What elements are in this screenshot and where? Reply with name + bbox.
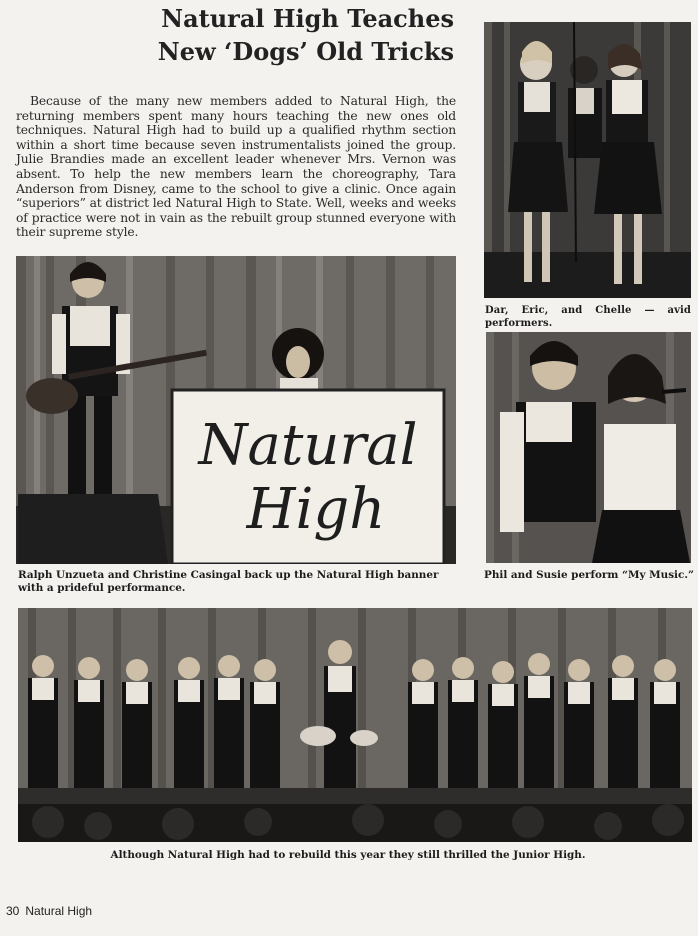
banner-text-natural: Natural [198,413,418,478]
caption-performers: Dar, Eric, and Chelle — avid performers. [485,305,691,329]
photo-performers [484,22,691,298]
headline-line-2: New ‘Dogs’ Old Tricks [157,37,454,66]
section-name: Natural High [25,904,93,918]
photo-group [18,608,692,842]
banner-text-high: High [246,477,386,542]
caption-banner: Ralph Unzueta and Christine Casingal back up the Natural High banner with a prideful performance. [18,569,439,594]
page-number: 30 [6,904,20,918]
page-headline [34,2,454,68]
photo-duet-image [486,332,691,563]
photo-duet [486,332,691,563]
article-body: Because of the many new members added to Natural High, the returning members spent many hours teaching the new ones old techniques. Natural High had to build up a qualified rhythm section within a short time because seven instrumentalists joined the group. Julie Brandies made an excellent leader whenever Mrs. Vernon was absent. To help the new members learn the choreography, Tara Anderson from Disney, came to the school to give a clinic. Once again “superiors” at district led Natural High to State. Well, weeks and weeks of practice were not in vain as the rebuilt group stunned everyone with their supreme style. [16,94,456,240]
page-footer [6,904,92,918]
caption-group: Although Natural High had to rebuild this year they still thrilled the Junior High. [110,849,586,861]
caption-duet: Phil and Susie perform “My Music.” [484,569,694,581]
photo-performers-image [484,22,691,298]
photo-group-image [18,608,692,842]
photo-banner-image [16,256,456,564]
headline-line-1: Natural High Teaches [161,4,454,33]
photo-banner [16,256,456,564]
